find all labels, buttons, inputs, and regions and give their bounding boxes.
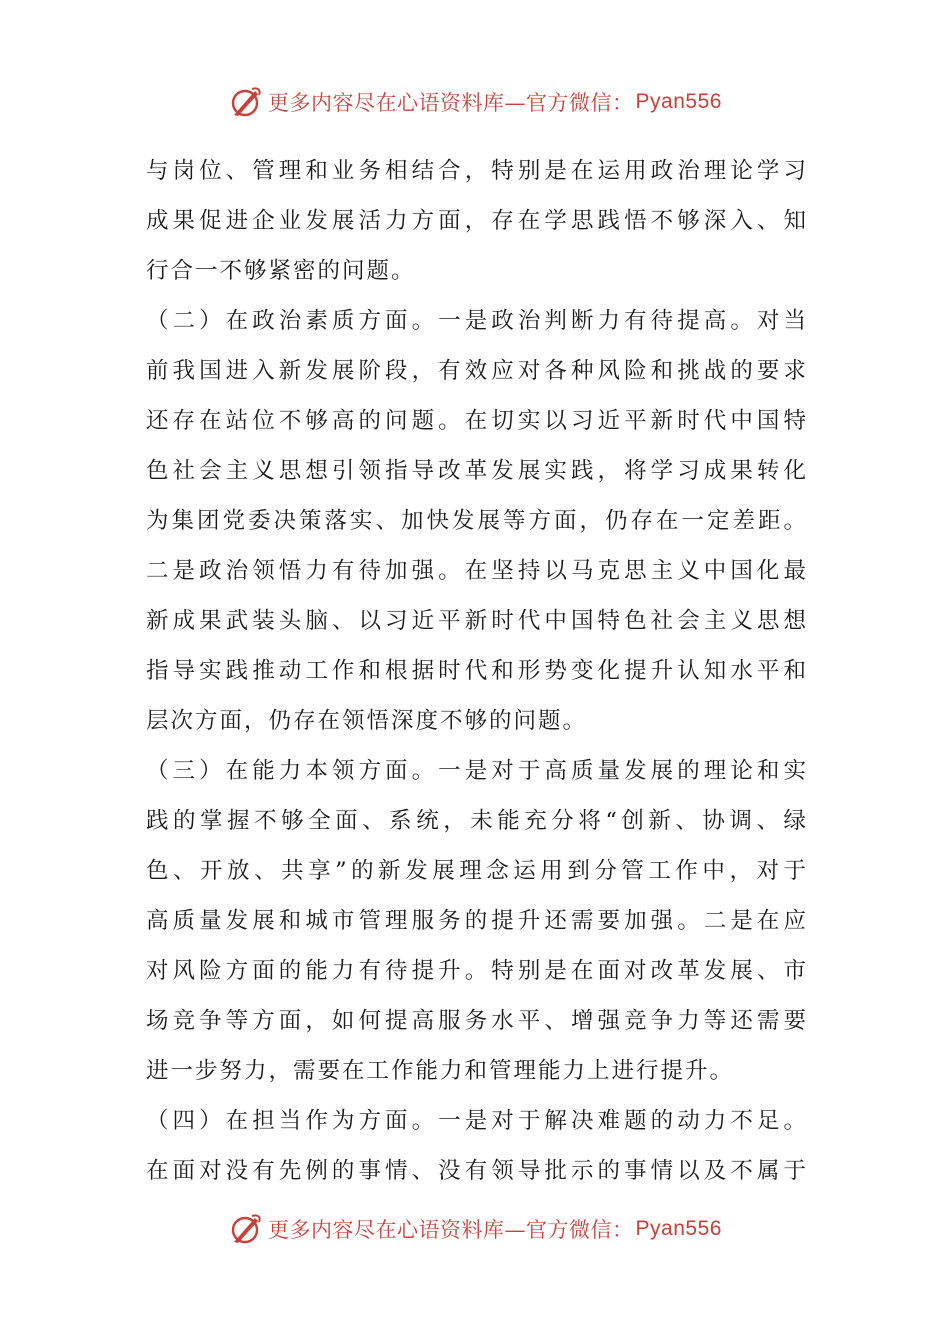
text-line: 对风险方面的能力有待提升。特别是在面对改革发展、市 — [146, 958, 806, 984]
text-line: 进一步努力，需要在工作能力和管理能力上进行提升。 — [146, 1058, 735, 1084]
text-line: 新成果武装头脑、以习近平新时代中国特色社会主义思想 — [146, 608, 806, 634]
text-line: 成果促进企业发展活力方面，存在学思践悟不够深入、知 — [146, 208, 806, 234]
quill-pen-logo-icon — [228, 1212, 262, 1246]
text-line: 在面对没有先例的事情、没有领导批示的事情以及不属于 — [146, 1158, 806, 1184]
text-line: 还存在站位不够高的问题。在切实以习近平新时代中国特 — [146, 408, 806, 434]
text-line: 为集团党委决策落实、加快发展等方面，仍存在一定差距。 — [146, 508, 806, 534]
text-line: （四）在担当作为方面。一是对于解决难题的动力不足。 — [146, 1108, 806, 1134]
text-line: （三）在能力本领方面。一是对于高质量发展的理论和实 — [146, 758, 806, 784]
document-body — [146, 146, 806, 1196]
header-watermark — [0, 82, 950, 122]
quill-pen-logo-icon — [228, 85, 262, 119]
text-line: 高质量发展和城市管理服务的提升还需要加强。二是在应 — [146, 908, 806, 934]
text-line: 色社会主义思想引领指导改革发展实践，将学习成果转化 — [146, 458, 806, 484]
watermark-text: 更多内容尽在心语资料库—官方微信： — [268, 91, 634, 115]
text-line: 指导实践推动工作和根据时代和形势变化提升认知水平和 — [146, 658, 806, 684]
text-line: 与岗位、管理和业务相结合，特别是在运用政治理论学习 — [146, 158, 806, 184]
watermark-wechat-id: Pyan556 — [635, 1217, 722, 1240]
footer-watermark — [0, 1209, 950, 1249]
text-line: 行合一不够紧密的问题。 — [146, 258, 416, 284]
text-line: 二是政治领悟力有待加强。在坚持以马克思主义中国化最 — [146, 558, 806, 584]
text-line: 场竞争等方面，如何提高服务水平、增强竞争力等还需要 — [146, 1008, 806, 1034]
text-line: 前我国进入新发展阶段，有效应对各种风险和挑战的要求 — [146, 358, 806, 384]
watermark-text: 更多内容尽在心语资料库—官方微信： — [268, 1218, 634, 1242]
watermark-wechat-id: Pyan556 — [635, 90, 722, 113]
text-line: （二）在政治素质方面。一是政治判断力有待提高。对当 — [146, 308, 806, 334]
text-line: 层次方面，仍存在领悟深度不够的问题。 — [146, 708, 588, 734]
text-line: 色、开放、共享”的新发展理念运用到分管工作中，对于 — [146, 858, 806, 884]
text-line: 践的掌握不够全面、系统，未能充分将“创新、协调、绿 — [146, 808, 806, 834]
